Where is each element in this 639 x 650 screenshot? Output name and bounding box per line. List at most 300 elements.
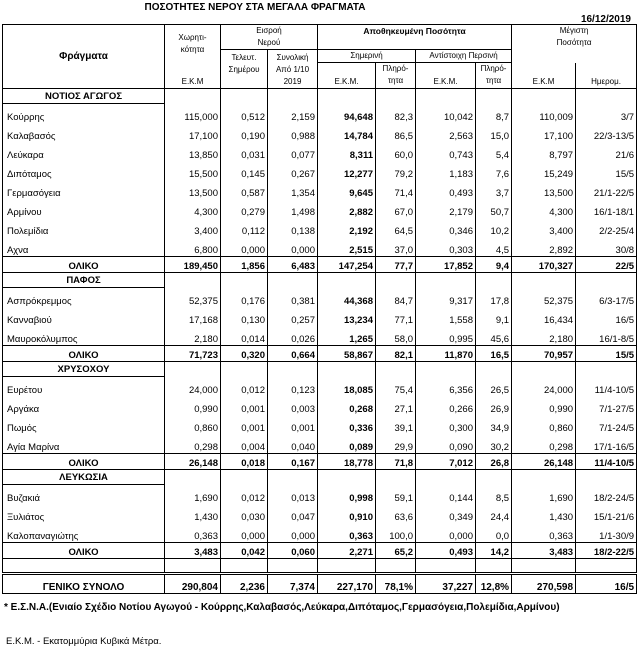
table-cell: 0,363 <box>318 523 376 543</box>
empty-cell <box>268 470 318 485</box>
table-cell: 9,645 <box>318 180 376 199</box>
dam-name: Ξυλιάτος <box>3 504 165 523</box>
table-row <box>3 161 637 180</box>
total-label: ΟΛΙΚΟ <box>3 346 165 362</box>
empty-cell <box>165 362 221 377</box>
empty-cell <box>268 559 318 574</box>
table-cell: 14,784 <box>318 123 376 142</box>
table-cell: 1,183 <box>416 161 476 180</box>
table-cell: 0,381 <box>268 288 318 308</box>
table-row <box>3 104 637 124</box>
unit-legend: Ε.Κ.Μ. - Εκατομμύρια Κυβικά Μέτρα. <box>6 636 162 647</box>
table-cell: 52,375 <box>165 288 221 308</box>
grand-total-cell: 16/5 <box>576 574 637 594</box>
table-cell: 82,3 <box>376 104 416 124</box>
table-cell: 0,112 <box>221 218 268 237</box>
table-cell: 16/1-18/1 <box>576 199 637 218</box>
total-cell: 77,7 <box>376 257 416 273</box>
header-inflow-total: Συνολική Από 1/10 2019 <box>268 50 318 89</box>
total-cell: 82,1 <box>376 346 416 362</box>
header-date: Ημερομ. <box>576 63 637 89</box>
table-cell: 63,6 <box>376 504 416 523</box>
table-cell: 15,500 <box>165 161 221 180</box>
table-cell: 4,300 <box>512 199 576 218</box>
table-cell: 0,267 <box>268 161 318 180</box>
empty-cell <box>221 89 268 104</box>
empty-cell <box>376 273 416 288</box>
table-cell: 0,990 <box>512 396 576 415</box>
table-cell: 0,860 <box>512 415 576 434</box>
table-cell: 34,9 <box>476 415 512 434</box>
table-row <box>3 396 637 415</box>
table-cell: 3,7 <box>476 180 512 199</box>
table-cell: 0,003 <box>268 396 318 415</box>
table-cell: 17/1-16/5 <box>576 434 637 454</box>
dam-name: Πωμός <box>3 415 165 434</box>
table-cell: 30/8 <box>576 237 637 257</box>
table-cell: 0,000 <box>268 237 318 257</box>
table-cell: 0,266 <box>416 396 476 415</box>
empty-cell <box>165 470 221 485</box>
total-cell: 0,493 <box>416 543 476 559</box>
section-title: ΧΡΥΣΟΧΟΥ <box>3 362 165 377</box>
table-cell: 1,430 <box>165 504 221 523</box>
table-cell: 9,317 <box>416 288 476 308</box>
grand-total-row <box>3 574 637 594</box>
table-cell: 15,0 <box>476 123 512 142</box>
table-cell: 17,8 <box>476 288 512 308</box>
dam-name: Αχνα <box>3 237 165 257</box>
table-cell: 1,354 <box>268 180 318 199</box>
grand-total-cell: 7,374 <box>268 574 318 594</box>
grand-total-cell: 270,598 <box>512 574 576 594</box>
table-cell: 2,563 <box>416 123 476 142</box>
table-cell: 0,995 <box>416 326 476 346</box>
total-cell: 0,320 <box>221 346 268 362</box>
table-cell: 16/5 <box>576 307 637 326</box>
header-unit-max: Ε.Κ.Μ <box>512 63 576 89</box>
empty-cell <box>476 89 512 104</box>
empty-cell <box>512 89 576 104</box>
empty-cell <box>376 89 416 104</box>
empty-cell <box>221 273 268 288</box>
table-cell: 0,268 <box>318 396 376 415</box>
table-cell: 21/1-22/5 <box>576 180 637 199</box>
dam-name: Αργάκα <box>3 396 165 415</box>
total-cell: 0,060 <box>268 543 318 559</box>
table-cell: 17,168 <box>165 307 221 326</box>
total-label: ΟΛΙΚΟ <box>3 454 165 470</box>
total-cell: 0,018 <box>221 454 268 470</box>
header-unit-today: Ε.Κ.Μ. <box>318 63 376 89</box>
empty-cell <box>416 470 476 485</box>
grand-total-cell: 78,1% <box>376 574 416 594</box>
total-cell: 65,2 <box>376 543 416 559</box>
table-cell: 21/6 <box>576 142 637 161</box>
empty-cell <box>376 559 416 574</box>
table-cell: 16/1-8/5 <box>576 326 637 346</box>
table-cell: 0,279 <box>221 199 268 218</box>
empty-cell <box>376 362 416 377</box>
total-cell: 18/2-22/5 <box>576 543 637 559</box>
table-cell: 0,138 <box>268 218 318 237</box>
header-max: Μέγιστη Ποσότητα <box>512 25 637 63</box>
header-today: Σημερινή <box>318 50 416 63</box>
table-cell: 0,012 <box>221 377 268 397</box>
table-cell: 0,190 <box>221 123 268 142</box>
table-row <box>3 326 637 346</box>
table-cell: 0,026 <box>268 326 318 346</box>
total-cell: 9,4 <box>476 257 512 273</box>
total-cell: 26,8 <box>476 454 512 470</box>
table-cell: 8,311 <box>318 142 376 161</box>
header-fill-prev: Πληρό- τητα <box>476 63 512 89</box>
empty-cell <box>318 273 376 288</box>
table-cell: 44,368 <box>318 288 376 308</box>
empty-cell <box>318 470 376 485</box>
table-cell: 0,040 <box>268 434 318 454</box>
section-total-row <box>3 257 637 273</box>
table-cell: 8,5 <box>476 485 512 505</box>
table-cell: 7,6 <box>476 161 512 180</box>
table-cell: 3,400 <box>165 218 221 237</box>
table-cell: 1,498 <box>268 199 318 218</box>
table-cell: 26,9 <box>476 396 512 415</box>
grand-total-cell: 12,8% <box>476 574 512 594</box>
table-row <box>3 485 637 505</box>
table-cell: 0,512 <box>221 104 268 124</box>
empty-cell <box>512 273 576 288</box>
table-cell: 0,013 <box>268 485 318 505</box>
table-cell: 37,0 <box>376 237 416 257</box>
header-fill-today: Πληρό- τητα <box>376 63 416 89</box>
section-header-row <box>3 470 637 485</box>
empty-cell <box>476 362 512 377</box>
empty-cell <box>268 273 318 288</box>
table-row <box>3 288 637 308</box>
table-cell: 0,000 <box>268 523 318 543</box>
table-cell: 13,234 <box>318 307 376 326</box>
section-header-row <box>3 273 637 288</box>
table-cell: 45,6 <box>476 326 512 346</box>
dam-name: Λεύκαρα <box>3 142 165 161</box>
total-cell: 11/4-10/5 <box>576 454 637 470</box>
table-row <box>3 142 637 161</box>
table-cell: 67,0 <box>376 199 416 218</box>
table-cell: 3,400 <box>512 218 576 237</box>
total-label: ΟΛΙΚΟ <box>3 257 165 273</box>
header-unit-prev: Ε.Κ.Μ. <box>416 63 476 89</box>
table-cell: 1,430 <box>512 504 576 523</box>
total-label: ΟΛΙΚΟ <box>3 543 165 559</box>
empty-cell <box>416 362 476 377</box>
table-cell: 0,493 <box>416 180 476 199</box>
table-cell: 0,012 <box>221 485 268 505</box>
table-cell: 0,336 <box>318 415 376 434</box>
dam-name: Αγία Μαρίνα <box>3 434 165 454</box>
dam-name: Αρμίνου <box>3 199 165 218</box>
header-inflow: Εισροή Νερού <box>221 25 318 50</box>
table-cell: 0,346 <box>416 218 476 237</box>
empty-cell <box>221 470 268 485</box>
empty-cell <box>268 89 318 104</box>
empty-cell <box>576 362 637 377</box>
table-cell: 27,1 <box>376 396 416 415</box>
total-cell: 71,8 <box>376 454 416 470</box>
dam-name: Διπόταμος <box>3 161 165 180</box>
table-cell: 84,7 <box>376 288 416 308</box>
table-cell: 0,145 <box>221 161 268 180</box>
section-header-row <box>3 362 637 377</box>
table-cell: 2,179 <box>416 199 476 218</box>
table-cell: 18,085 <box>318 377 376 397</box>
table-cell: 30,2 <box>476 434 512 454</box>
table-cell: 0,123 <box>268 377 318 397</box>
table-cell: 16,434 <box>512 307 576 326</box>
empty-cell <box>221 362 268 377</box>
section-header-row <box>3 89 637 104</box>
table-row <box>3 307 637 326</box>
table-cell: 0,349 <box>416 504 476 523</box>
total-cell: 170,327 <box>512 257 576 273</box>
table-row <box>3 199 637 218</box>
table-cell: 9,1 <box>476 307 512 326</box>
table-cell: 60,0 <box>376 142 416 161</box>
empty-cell <box>268 362 318 377</box>
total-cell: 22/5 <box>576 257 637 273</box>
table-cell: 12,277 <box>318 161 376 180</box>
table-cell: 58,0 <box>376 326 416 346</box>
total-cell: 11,870 <box>416 346 476 362</box>
table-cell: 2,892 <box>512 237 576 257</box>
empty-cell <box>476 559 512 574</box>
header-unit: Ε.Κ.Μ <box>165 63 221 89</box>
table-row <box>3 123 637 142</box>
table-cell: 0,363 <box>165 523 221 543</box>
table-cell: 0,030 <box>221 504 268 523</box>
table-cell: 0,130 <box>221 307 268 326</box>
total-cell: 26,148 <box>512 454 576 470</box>
table-cell: 0,363 <box>512 523 576 543</box>
total-cell: 2,271 <box>318 543 376 559</box>
table-cell: 2,882 <box>318 199 376 218</box>
table-cell: 0,144 <box>416 485 476 505</box>
empty-cell <box>416 559 476 574</box>
empty-cell <box>165 89 221 104</box>
table-cell: 0,298 <box>512 434 576 454</box>
table-cell: 24,4 <box>476 504 512 523</box>
total-cell: 16,5 <box>476 346 512 362</box>
table-cell: 8,7 <box>476 104 512 124</box>
table-cell: 50,7 <box>476 199 512 218</box>
table-cell: 0,860 <box>165 415 221 434</box>
table-cell: 24,000 <box>165 377 221 397</box>
table-cell: 15/5 <box>576 161 637 180</box>
total-cell: 71,723 <box>165 346 221 362</box>
table-cell: 0,077 <box>268 142 318 161</box>
table-cell: 0,000 <box>416 523 476 543</box>
dam-name: Πολεμίδια <box>3 218 165 237</box>
section-title: ΠΑΦΟΣ <box>3 273 165 288</box>
table-row <box>3 415 637 434</box>
table-cell: 8,797 <box>512 142 576 161</box>
table-cell: 24,000 <box>512 377 576 397</box>
header-prev-year: Αντίστοιχη Περσινή <box>416 50 512 63</box>
grand-total-cell: 37,227 <box>416 574 476 594</box>
dam-name: Μαυροκόλυμπος <box>3 326 165 346</box>
table-cell: 79,2 <box>376 161 416 180</box>
table-cell: 1,690 <box>512 485 576 505</box>
table-cell: 39,1 <box>376 415 416 434</box>
table-row <box>3 504 637 523</box>
empty-cell <box>376 470 416 485</box>
table-cell: 0,743 <box>416 142 476 161</box>
dam-name: Ευρέτου <box>3 377 165 397</box>
dam-name: Γερμασόγεια <box>3 180 165 199</box>
footnote: * Ε.Σ.Ν.Α.(Ενιαίο Σχέδιο Νοτίου Αγωγού - Κούρρης,Καλαβασός,Λεύκαρα,Διπόταμος,Γερμασόγεια,Πολεμίδια,Αρμίνου) <box>4 602 560 613</box>
table-cell: 22/3-13/5 <box>576 123 637 142</box>
header-capacity: Χωρητι- κότητα <box>165 25 221 63</box>
section-total-row <box>3 346 637 362</box>
table-cell: 1,265 <box>318 326 376 346</box>
table-cell: 15,249 <box>512 161 576 180</box>
grand-total-cell: 2,236 <box>221 574 268 594</box>
table-cell: 1/1-30/9 <box>576 523 637 543</box>
table-cell: 110,009 <box>512 104 576 124</box>
table-row <box>3 218 637 237</box>
total-cell: 0,664 <box>268 346 318 362</box>
empty-cell <box>416 273 476 288</box>
table-row <box>3 377 637 397</box>
empty-cell <box>576 470 637 485</box>
table-cell: 0,587 <box>221 180 268 199</box>
table-cell: 2,515 <box>318 237 376 257</box>
table-cell: 0,176 <box>221 288 268 308</box>
total-cell: 18,778 <box>318 454 376 470</box>
empty-cell <box>165 273 221 288</box>
table-cell: 0,0 <box>476 523 512 543</box>
total-cell: 14,2 <box>476 543 512 559</box>
table-cell: 0,000 <box>221 523 268 543</box>
empty-cell <box>512 362 576 377</box>
table-cell: 0,910 <box>318 504 376 523</box>
table-cell: 0,001 <box>268 415 318 434</box>
table-cell: 4,300 <box>165 199 221 218</box>
table-cell: 0,000 <box>221 237 268 257</box>
table-cell: 115,000 <box>165 104 221 124</box>
table-row <box>3 180 637 199</box>
table-cell: 10,2 <box>476 218 512 237</box>
table-cell: 0,303 <box>416 237 476 257</box>
section-total-row <box>3 454 637 470</box>
table-cell: 64,5 <box>376 218 416 237</box>
empty-cell <box>512 559 576 574</box>
table-cell: 0,988 <box>268 123 318 142</box>
header-stored: Αποθηκευμένη Ποσότητα <box>318 25 512 50</box>
table-cell: 2,180 <box>512 326 576 346</box>
table-cell: 6/3-17/5 <box>576 288 637 308</box>
table-cell: 10,042 <box>416 104 476 124</box>
table-cell: 0,031 <box>221 142 268 161</box>
table-cell: 7/1-24/5 <box>576 415 637 434</box>
section-total-row <box>3 543 637 559</box>
dam-name: Ασπρόκρεμμος <box>3 288 165 308</box>
table-cell: 13,500 <box>165 180 221 199</box>
table-cell: 0,001 <box>221 396 268 415</box>
table-cell: 11/4-10/5 <box>576 377 637 397</box>
table-cell: 1,690 <box>165 485 221 505</box>
table-cell: 5,4 <box>476 142 512 161</box>
empty-cell <box>512 470 576 485</box>
report-date: 16/12/2019 <box>580 14 631 25</box>
empty-cell <box>476 273 512 288</box>
total-cell: 58,867 <box>318 346 376 362</box>
spacer-row <box>3 559 637 574</box>
header-dams: Φράγματα <box>3 25 165 89</box>
table-cell: 71,4 <box>376 180 416 199</box>
empty-cell <box>318 559 376 574</box>
table-cell: 2/2-25/4 <box>576 218 637 237</box>
grand-total-cell: 290,804 <box>165 574 221 594</box>
table-cell: 15/1-21/6 <box>576 504 637 523</box>
table-row <box>3 523 637 543</box>
table-cell: 2,159 <box>268 104 318 124</box>
grand-total-cell: 227,170 <box>318 574 376 594</box>
total-cell: 26,148 <box>165 454 221 470</box>
table-cell: 18/2-24/5 <box>576 485 637 505</box>
total-cell: 0,167 <box>268 454 318 470</box>
table-cell: 52,375 <box>512 288 576 308</box>
table-cell: 0,014 <box>221 326 268 346</box>
table-cell: 6,356 <box>416 377 476 397</box>
table-cell: 17,100 <box>165 123 221 142</box>
total-cell: 70,957 <box>512 346 576 362</box>
table-row <box>3 237 637 257</box>
table-cell: 75,4 <box>376 377 416 397</box>
table-cell: 0,090 <box>416 434 476 454</box>
table-cell: 4,5 <box>476 237 512 257</box>
table-cell: 6,800 <box>165 237 221 257</box>
total-cell: 3,483 <box>512 543 576 559</box>
table-cell: 0,257 <box>268 307 318 326</box>
total-cell: 17,852 <box>416 257 476 273</box>
empty-cell <box>3 559 165 574</box>
table-cell: 2,192 <box>318 218 376 237</box>
table-cell: 13,500 <box>512 180 576 199</box>
empty-cell <box>318 89 376 104</box>
table-row <box>3 434 637 454</box>
dam-name: Κούρρης <box>3 104 165 124</box>
empty-cell <box>416 89 476 104</box>
table-cell: 0,089 <box>318 434 376 454</box>
dam-name: Καλαβασός <box>3 123 165 142</box>
table-cell: 7/1-27/5 <box>576 396 637 415</box>
section-title: ΝΟΤΙΟΣ ΑΓΩΓΟΣ <box>3 89 165 104</box>
table-cell: 59,1 <box>376 485 416 505</box>
grand-total-label: ΓΕΝΙΚΟ ΣΥΝΟΛΟ <box>3 574 165 594</box>
dams-table <box>2 24 637 594</box>
dam-name: Κανναβιού <box>3 307 165 326</box>
empty-cell <box>476 470 512 485</box>
table-cell: 0,300 <box>416 415 476 434</box>
empty-cell <box>318 362 376 377</box>
table-cell: 0,998 <box>318 485 376 505</box>
table-cell: 26,5 <box>476 377 512 397</box>
table-cell: 13,850 <box>165 142 221 161</box>
dam-name: Βυζακιά <box>3 485 165 505</box>
total-cell: 147,254 <box>318 257 376 273</box>
table-cell: 86,5 <box>376 123 416 142</box>
